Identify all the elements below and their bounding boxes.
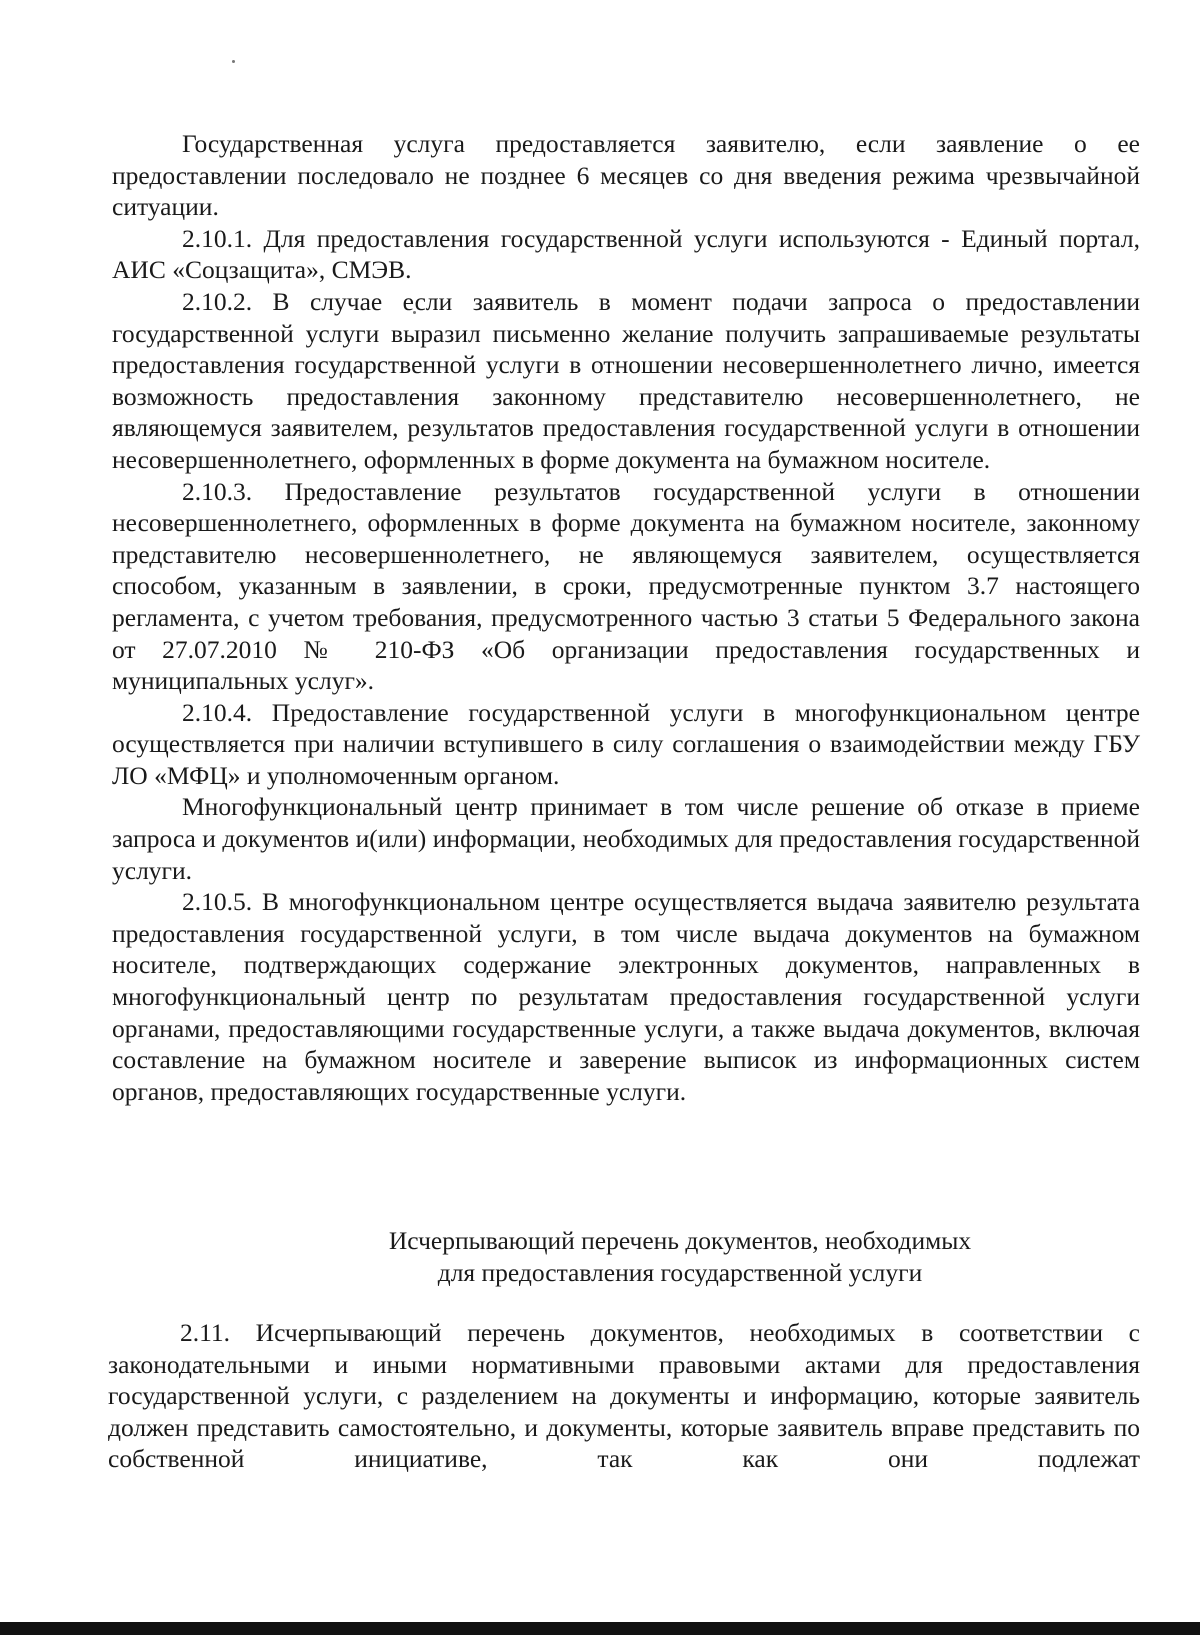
paragraph-2-10-5: 2.10.5. В многофункциональном центре осуществляется выдача заявителю результата предоставления государственной услуги, в том числе выдача документов на бумажном носителе, подтверждающих содержание электронных документов, направленных в многофункциональный центр по результатам предоставления государственной услуги органами, предоставляющими государственные услуги, а также выдача документов, включая составление на бумажном носителе и заверение выписок из информационных систем органов, предоставляющих государственные услуги.	[112, 887, 1140, 1106]
section-heading-line-1: Исчерпывающий перечень документов, необходимых	[388, 1226, 972, 1255]
section-heading	[112, 1225, 1140, 1289]
document-body-continued	[108, 1317, 1140, 1475]
paragraph-mfc-decision: Многофункциональный центр принимает в том числе решение об отказе в приеме запроса и документов и(или) информации, необходимых для предоставления государственной услуги.	[112, 792, 1140, 885]
scan-speck	[232, 60, 235, 63]
paragraph-2-10-3: 2.10.3. Предоставление результатов государственной услуги в отношении несовершеннолетнего, оформленных в форме документа на бумажном носителе, законному представителю несовершеннолетнего, не являющемуся заявителем, осуществляется способом, указанным в заявлении, в сроки, предусмотренные пунктом 3.7 настоящего регламента, с учетом требования, предусмотренного частью 3 статьи 5 Федерального закона от 27.07.2010 № 210-ФЗ «Об организации предоставления государственных и муниципальных услуг».	[112, 476, 1140, 696]
paragraph-2-11: 2.11. Исчерпывающий перечень документов, необходимых в соответствии с законодательными и иными нормативными правовыми актами для предоставления государственной услуги, с разделением на документы и информацию, которые заявитель должен представить самостоятельно, и документы, которые заявитель вправе представить по собственной инициативе, так как они подлежат	[108, 1318, 1140, 1474]
section-heading-line-2: для предоставления государственной услуги	[437, 1258, 923, 1287]
document-body	[112, 128, 1140, 1107]
paragraph-service-condition: Государственная услуга предоставляется заявителю, если заявление о ее предоставлении последовало не позднее 6 месяцев со дня введения режима чрезвычайной ситуации.	[112, 129, 1140, 222]
paragraph-2-10-1: 2.10.1. Для предоставления государственной услуги используются - Единый портал, АИС «Соцзащита», СМЭВ.	[112, 223, 1140, 285]
scan-bottom-edge	[0, 1622, 1200, 1635]
paragraph-2-10-4: 2.10.4. Предоставление государственной услуги в многофункциональном центре осуществляется при наличии вступившего в силу соглашения о взаимодействии между ГБУ ЛО «МФЦ» и уполномоченным органом.	[112, 697, 1140, 790]
paragraph-2-10-2: 2.10.2. В случае если заявитель в момент подачи запроса о предоставлении государственной услуги выразил письменно желание получить запрашиваемые результаты предоставления государственной услуги в отношении несовершеннолетнего лично, имеется возможность предоставления законному представителю несовершеннолетнего, не являющемуся заявителем, результатов предоставления государственной услуги в отношении несовершеннолетнего, оформленных в форме документа на бумажном носителе.	[112, 286, 1140, 474]
